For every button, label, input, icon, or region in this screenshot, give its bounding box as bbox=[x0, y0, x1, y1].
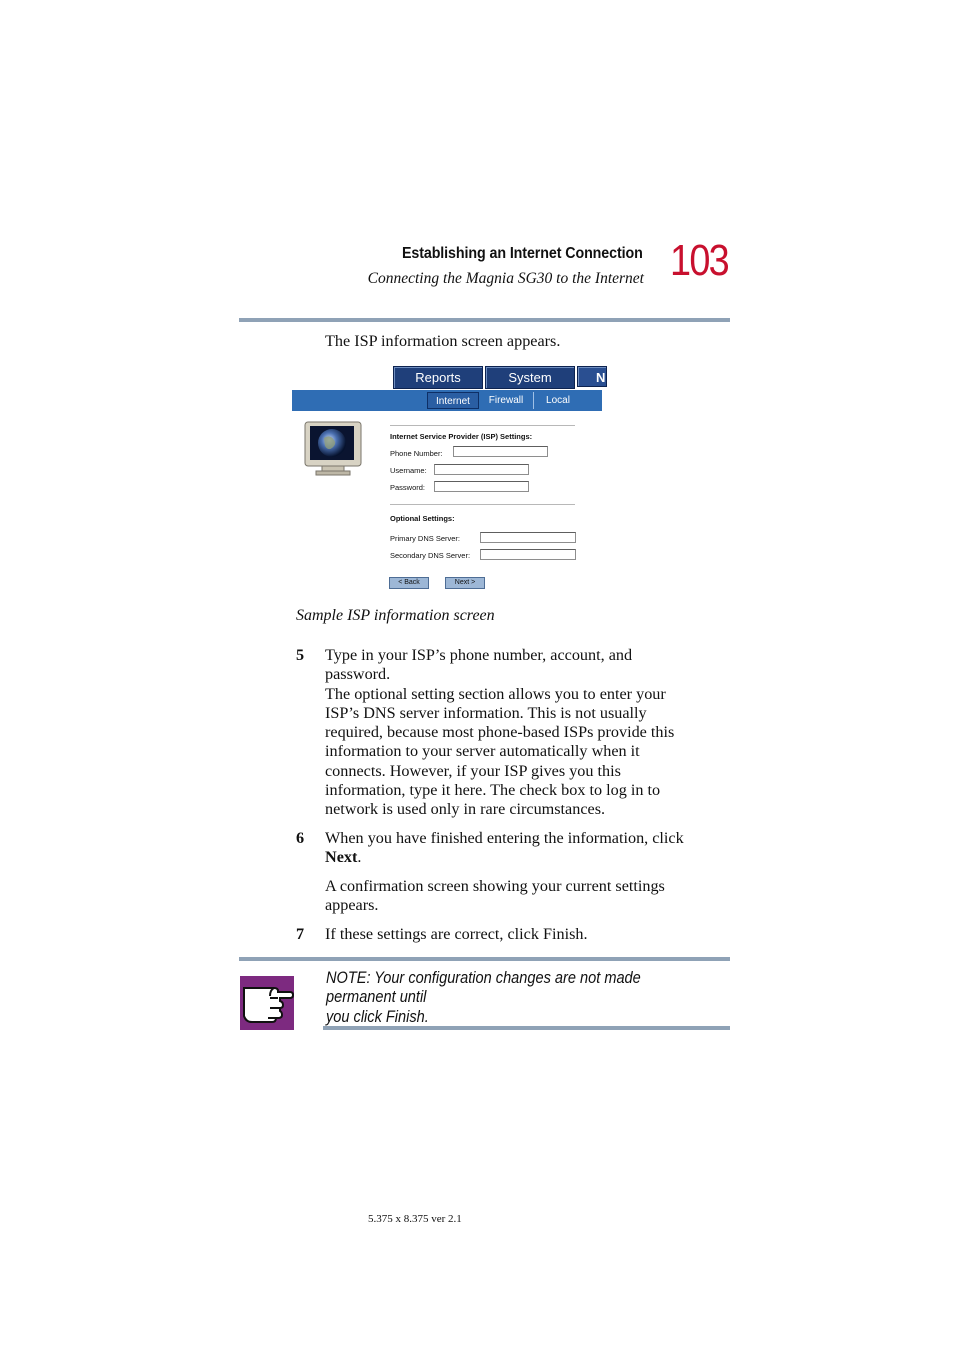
step-line: When you have finished entering the information, click bbox=[325, 829, 684, 847]
tab-system[interactable]: System bbox=[485, 366, 575, 389]
username-label: Username: bbox=[390, 466, 427, 475]
step-number: 6 bbox=[296, 829, 305, 847]
isp-settings-heading: Internet Service Provider (ISP) Settings: bbox=[390, 432, 533, 441]
step-number: 7 bbox=[296, 925, 305, 943]
note-line: you click Finish. bbox=[326, 1007, 429, 1026]
phone-number-input[interactable] bbox=[453, 446, 548, 457]
sub-tabs bbox=[427, 392, 582, 409]
pointing-hand-icon bbox=[240, 976, 294, 1030]
footer-version: 5.375 x 8.375 ver 2.1 bbox=[368, 1213, 462, 1225]
step-line: ISP’s DNS server information. This is not usually bbox=[325, 703, 647, 722]
step-line: information to your server automatically when it bbox=[325, 742, 640, 761]
note-text bbox=[326, 969, 690, 1027]
chapter-title: Establishing an Internet Connection bbox=[402, 245, 643, 262]
main-tabs bbox=[393, 366, 607, 389]
divider bbox=[390, 425, 575, 426]
step-line: connects. However, if your ISP gives you this bbox=[325, 761, 621, 780]
step-line: Type in your ISP’s phone number, account, and bbox=[325, 646, 633, 664]
step-line bbox=[325, 848, 725, 867]
secondary-dns-label: Secondary DNS Server: bbox=[390, 551, 471, 560]
subtab-firewall[interactable]: Firewall bbox=[479, 392, 534, 409]
subtab-internet[interactable]: Internet bbox=[427, 392, 479, 409]
step-line: appears. bbox=[325, 896, 379, 915]
step-line: The optional setting section allows you to enter your bbox=[325, 684, 666, 703]
header-rule bbox=[239, 318, 730, 322]
password-input[interactable] bbox=[434, 481, 529, 492]
divider bbox=[390, 504, 575, 505]
primary-dns-input[interactable] bbox=[480, 532, 576, 543]
secondary-dns-input[interactable] bbox=[480, 549, 576, 560]
step-line: information, type it here. The check box to log in to bbox=[325, 781, 661, 800]
step-line: required, because most phone-based ISPs provide this bbox=[325, 723, 675, 742]
tab-network[interactable]: N bbox=[577, 366, 607, 387]
tab-reports[interactable]: Reports bbox=[393, 366, 483, 389]
step-line: password. bbox=[325, 665, 391, 684]
section-title: Connecting the Magnia SG30 to the Internet bbox=[367, 270, 644, 287]
phone-label: Phone Number: bbox=[390, 449, 443, 458]
isp-screenshot bbox=[292, 366, 606, 594]
note-line: NOTE: Your configuration changes are not made permanent until bbox=[326, 969, 641, 1007]
note-bottom-rule bbox=[323, 1026, 730, 1030]
next-button[interactable]: Next > bbox=[445, 577, 485, 589]
password-label: Password: bbox=[390, 483, 426, 492]
username-input[interactable] bbox=[434, 464, 529, 475]
step-6-result bbox=[325, 877, 725, 916]
punctuation: . bbox=[357, 848, 362, 867]
primary-dns-label: Primary DNS Server: bbox=[390, 534, 461, 543]
step-number: 5 bbox=[296, 646, 305, 664]
figure-caption: Sample ISP information screen bbox=[296, 607, 495, 624]
back-button[interactable]: < Back bbox=[389, 577, 429, 589]
subtab-local[interactable]: Local bbox=[546, 395, 570, 406]
step-5-text bbox=[325, 646, 725, 820]
step-line: A confirmation screen showing your current settings bbox=[325, 877, 665, 895]
step-6-text bbox=[325, 829, 725, 868]
next-keyword: Next bbox=[325, 848, 358, 867]
page-number: 103 bbox=[670, 236, 728, 285]
intro-text: The ISP information screen appears. bbox=[325, 332, 561, 350]
monitor-globe-icon bbox=[304, 420, 362, 478]
note-top-rule bbox=[239, 957, 730, 961]
step-line: network is used only in rare circumstances. bbox=[325, 800, 606, 819]
optional-settings-heading: Optional Settings: bbox=[390, 514, 455, 523]
step-7-text: If these settings are correct, click Finish. bbox=[325, 925, 588, 943]
